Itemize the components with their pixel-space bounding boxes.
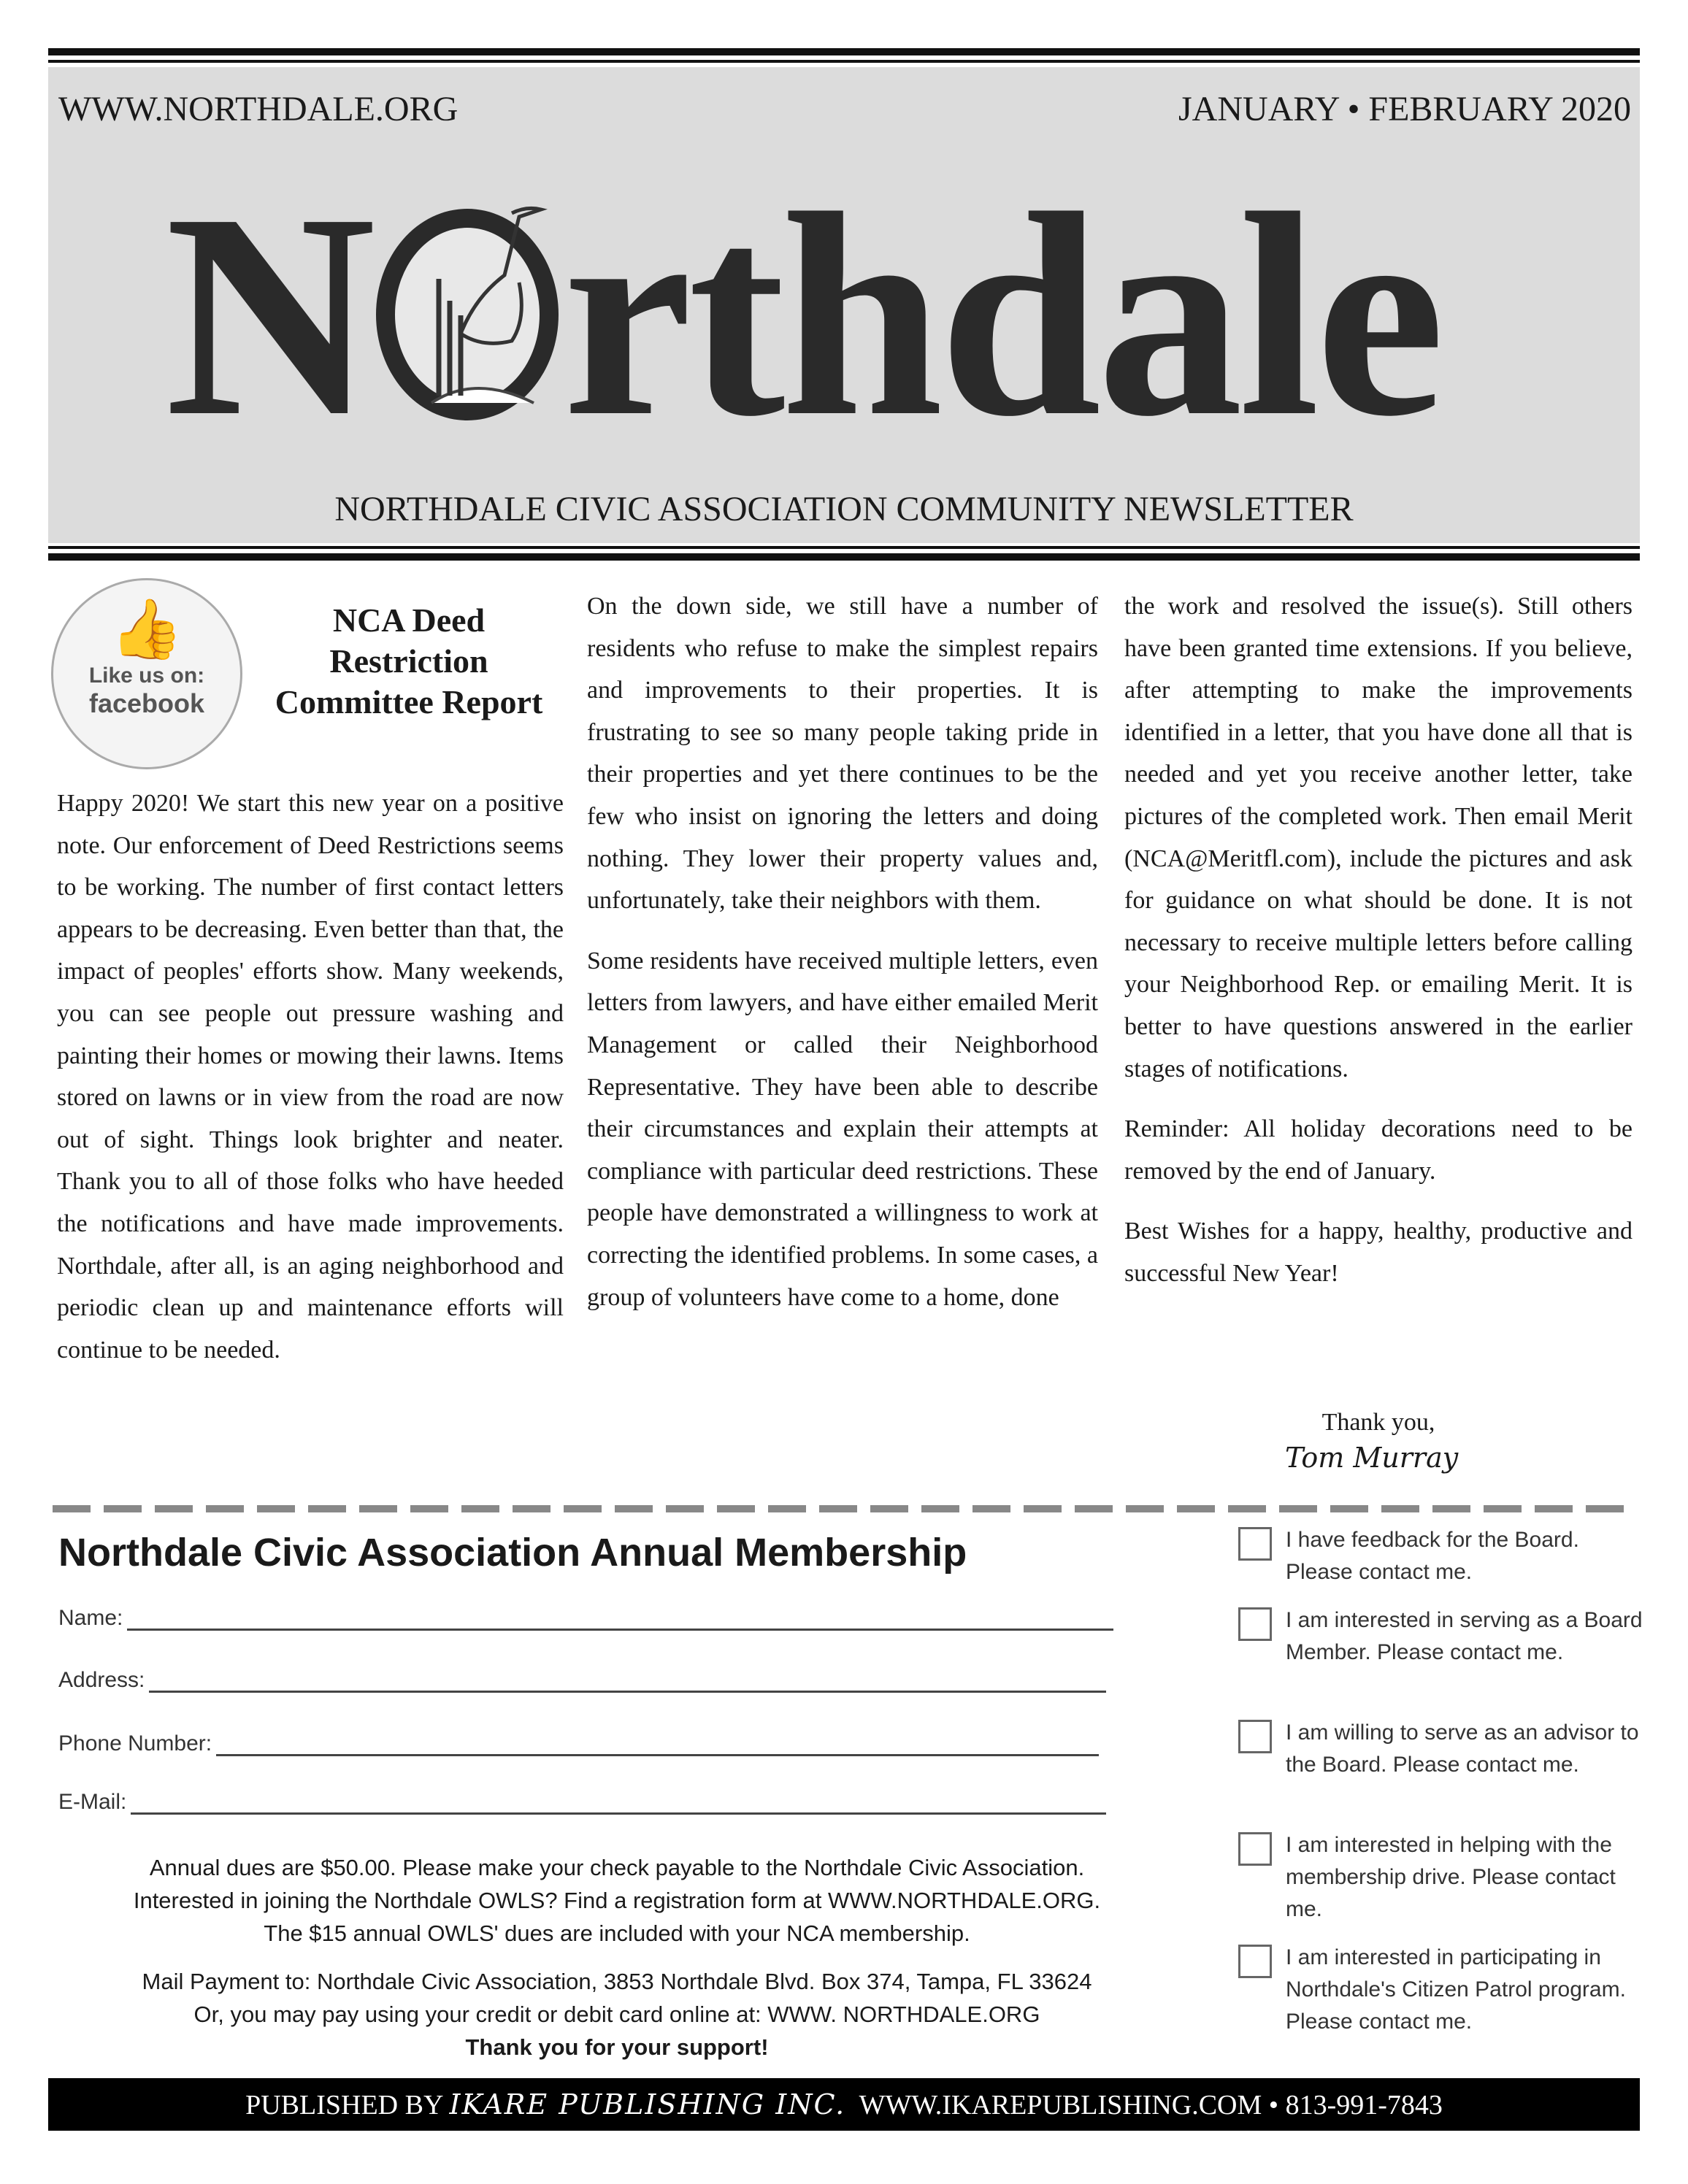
facebook-line2: facebook bbox=[88, 688, 205, 718]
dues-info bbox=[58, 1851, 1175, 1950]
checkbox[interactable] bbox=[1238, 1527, 1272, 1561]
option-label: I am willing to serve as an advisor to the Board. Please contact me. bbox=[1286, 1720, 1639, 1777]
website-url[interactable]: WWW.NORTHDALE.ORG bbox=[58, 90, 459, 128]
paragraph: Some residents have received multiple letters, even letters from lawyers, and have either emailed Merit Management or called their Neighborhood Representative. They have been able to describe their circumstances and explain their attempts at compliance with particular deed restrictions. These people have demonstrated a willingness to work at correcting the identified problems. In some cases, a group of volunteers have come to a home, done bbox=[587, 947, 1098, 1311]
membership-title: Northdale Civic Association Annual Membership bbox=[58, 1531, 967, 1574]
name-field[interactable] bbox=[58, 1606, 1113, 1631]
payment-info bbox=[58, 1965, 1175, 2064]
info-line: Mail Payment to: Northdale Civic Association, 3853 Northdale Blvd. Box 374, Tampa, FL 33624 bbox=[142, 1969, 1092, 1994]
header-rule-thin bbox=[48, 546, 1640, 549]
signature: Tom Murray bbox=[1285, 1442, 1459, 1474]
info-line: Or, you may pay using your credit or debit card online at: WWW. NORTHDALE.ORG bbox=[193, 2002, 1040, 2027]
address-field[interactable] bbox=[58, 1668, 1106, 1693]
option-citizen-patrol[interactable] bbox=[1238, 1942, 1647, 2038]
field-label: Name: bbox=[58, 1606, 123, 1630]
thank-you-line: Thank you for your support! bbox=[465, 2034, 769, 2060]
checkbox[interactable] bbox=[1238, 1832, 1272, 1866]
newsletter-subtitle: NORTHDALE CIVIC ASSOCIATION COMMUNITY NEWSLETTER bbox=[334, 490, 1354, 528]
header-rule-thick bbox=[48, 553, 1640, 561]
info-line: Annual dues are $50.00. Please make your check payable to the Northdale Civic Association. bbox=[149, 1855, 1085, 1880]
field-label: Phone Number: bbox=[58, 1731, 212, 1756]
article-column-3 bbox=[1124, 585, 1633, 1313]
email-input-line[interactable] bbox=[131, 1793, 1106, 1815]
facebook-like-badge[interactable] bbox=[51, 578, 242, 769]
publisher-name: IKARE PUBLISHING INC. bbox=[449, 2088, 846, 2120]
paragraph: Best Wishes for a happy, healthy, productive and successful New Year! bbox=[1124, 1218, 1633, 1287]
option-label: I have feedback for the Board. Please contact me. bbox=[1286, 1528, 1579, 1584]
phone-field[interactable] bbox=[58, 1731, 1099, 1756]
thumbs-up-icon: 👍 bbox=[110, 596, 183, 661]
top-rule-thick bbox=[48, 48, 1640, 55]
article-title: NCA Deed Restriction Committee Report bbox=[275, 601, 543, 720]
paragraph: Happy 2020! We start this new year on a positive note. Our enforcement of Deed Restrictions seems to be working. The number of first contact letters appears to be decreasing. Even better than that, the impact of peoples' efforts show. Many weekends, you can see people out pressure washing and painting their homes or mowing their lawns. Items stored on lawns or in view from the road are now out of sight. Things look brighter and neater. Thank you to all of those folks who have heeded the notifications and have made improvements. Northdale, after all, is an aging neighborhood and periodic clean up and maintenance efforts will continue to be needed. bbox=[57, 790, 564, 1364]
option-board-member[interactable] bbox=[1238, 1604, 1647, 1669]
address-input-line[interactable] bbox=[149, 1671, 1106, 1693]
checkbox[interactable] bbox=[1238, 1720, 1272, 1753]
paragraph: the work and resolved the issue(s). Still others have been granted time extensions. If you believe, after attempting to make the improvements identified in a letter, that you have done all that is needed and yet you receive another letter, take pictures of the completed work. Then email Merit (NCA@Meritfl.com), include the pictures and ask for guidance on what should be done. It is not necessary to receive multiple letters before calling your Neighborhood Rep. or emailing Merit. It is better to have questions answered in the earlier stages of notifications. bbox=[1124, 593, 1633, 1083]
option-label: I am interested in serving as a Board Member. Please contact me. bbox=[1286, 1608, 1643, 1664]
info-line: The $15 annual OWLS' dues are included with your NCA membership. bbox=[264, 1920, 970, 1946]
masthead bbox=[48, 67, 1640, 543]
name-input-line[interactable] bbox=[127, 1609, 1113, 1631]
publisher-footer bbox=[48, 2078, 1640, 2131]
signoff: Thank you, bbox=[1321, 1409, 1435, 1436]
field-label: E-Mail: bbox=[58, 1790, 127, 1814]
option-membership-drive[interactable] bbox=[1238, 1829, 1647, 1926]
field-label: Address: bbox=[58, 1668, 145, 1692]
email-field[interactable] bbox=[58, 1790, 1106, 1815]
paragraph: On the down side, we still have a number of residents who refuse to make the simplest repairs and improvements to their properties. It is frustrating to see so many people taking pride in their properties and yet there continues to be the few who insist on ignoring the letters and doing nothing. They lower their property values and, unfortunately, take their neighbors with them. bbox=[587, 593, 1098, 915]
heron-emblem-icon bbox=[376, 209, 559, 420]
paragraph: Reminder: All holiday decorations need to be removed by the end of January. bbox=[1124, 1115, 1633, 1185]
cut-line-divider bbox=[53, 1505, 1637, 1512]
checkbox[interactable] bbox=[1238, 1945, 1272, 1978]
info-line: Interested in joining the Northdale OWLS? Find a registration form at WWW.NORTHDALE.ORG. bbox=[133, 1888, 1101, 1913]
issue-date: JANUARY • FEBRUARY 2020 bbox=[1178, 90, 1631, 128]
checkbox[interactable] bbox=[1238, 1607, 1272, 1641]
option-advisor[interactable] bbox=[1238, 1717, 1647, 1781]
option-feedback[interactable] bbox=[1238, 1524, 1647, 1588]
top-rule-thin bbox=[48, 60, 1640, 63]
phone-input-line[interactable] bbox=[216, 1734, 1099, 1756]
article-column-2 bbox=[587, 585, 1098, 1337]
option-label: I am interested in participating in Northdale's Citizen Patrol program. Please contact me. bbox=[1286, 1945, 1626, 2034]
northdale-logo: N rthdale bbox=[165, 153, 1441, 477]
facebook-line1: Like us on: bbox=[88, 664, 205, 688]
option-label: I am interested in helping with the membership drive. Please contact me. bbox=[1286, 1833, 1616, 1921]
article-column-1 bbox=[57, 783, 564, 1389]
footer-prefix: PUBLISHED BY bbox=[245, 2090, 442, 2120]
publisher-contact[interactable]: WWW.IKAREPUBLISHING.COM • 813-991-7843 bbox=[859, 2090, 1443, 2120]
